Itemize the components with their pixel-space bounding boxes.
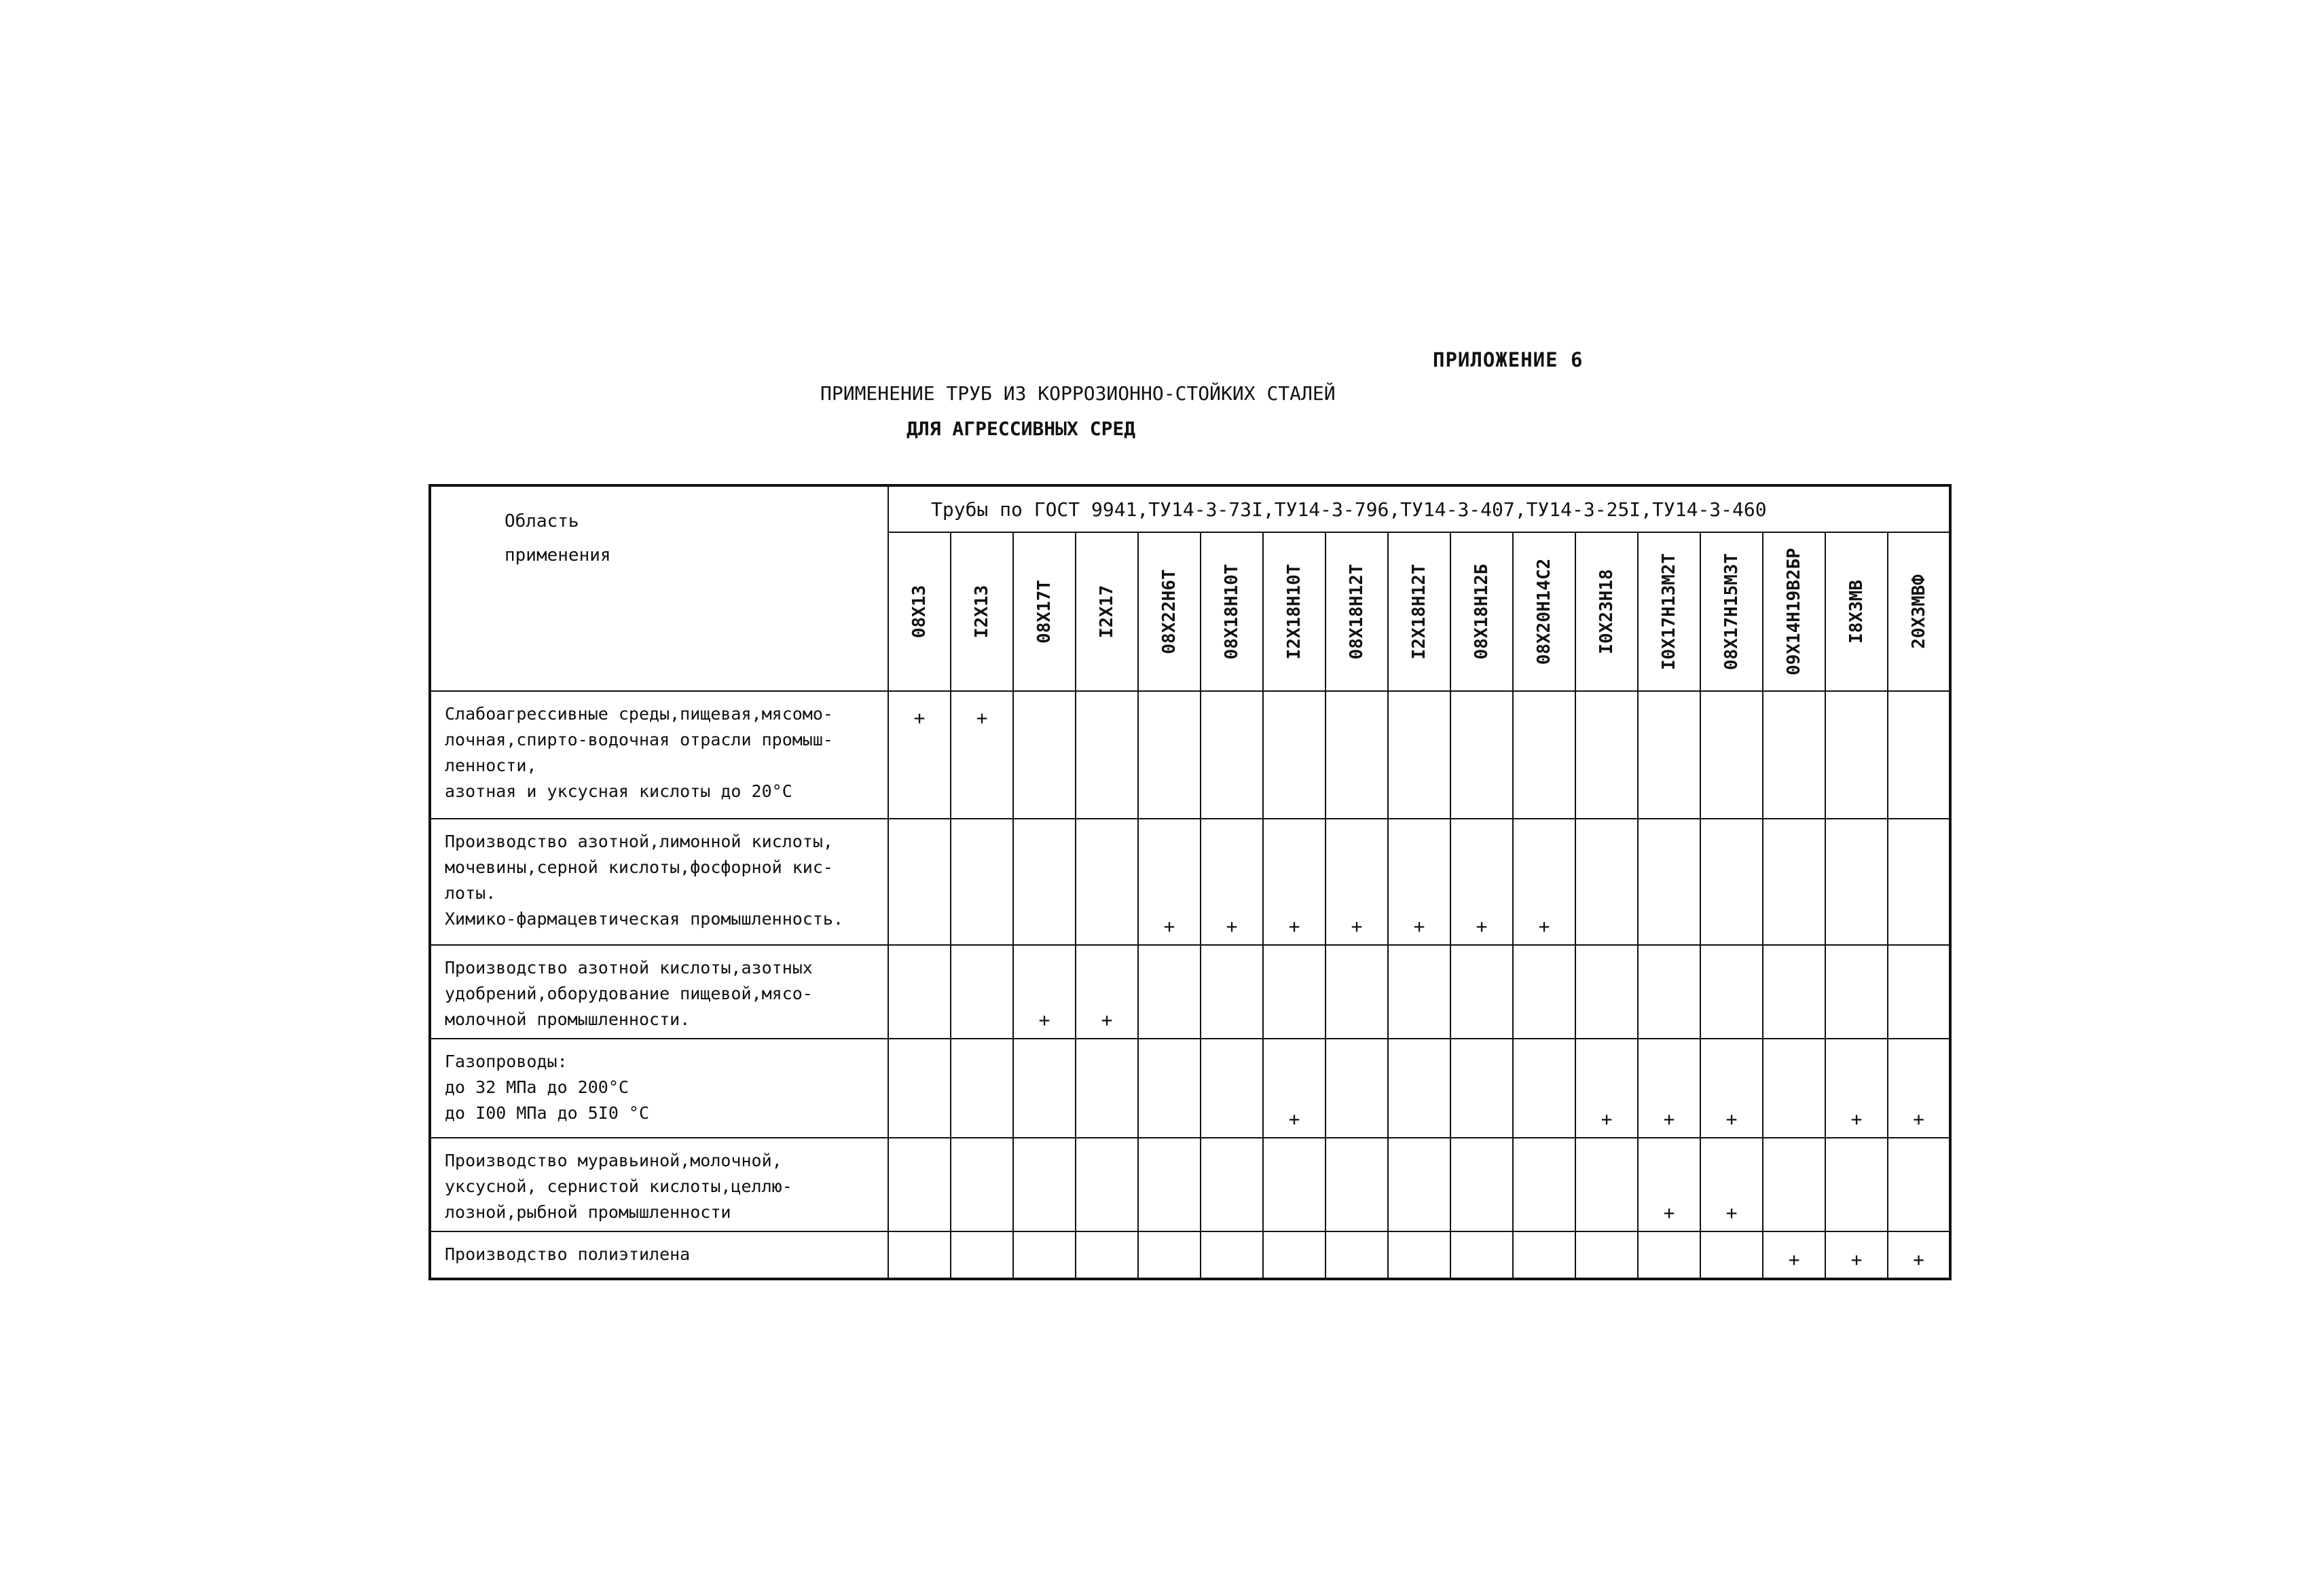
applicability-mark	[1325, 945, 1388, 1039]
applicability-mark	[1700, 819, 1763, 945]
applicability-mark	[888, 819, 951, 945]
pipes-header	[888, 485, 1950, 532]
applicability-mark	[1825, 691, 1888, 819]
application-area-line: лочная,спирто-водочная отрасли промыш-	[445, 730, 833, 749]
applicability-mark	[1700, 691, 1763, 819]
applicability-mark	[1013, 819, 1076, 945]
grade-header	[1325, 532, 1388, 691]
applicability-mark	[1450, 691, 1513, 819]
applicability-mark	[1388, 1138, 1450, 1231]
applicability-mark	[1076, 691, 1138, 819]
application-area-line: уксусной, сернистой кислоты,целлю-	[445, 1176, 792, 1196]
applicability-mark	[1575, 819, 1638, 945]
applicability-mark	[1013, 691, 1076, 819]
applicability-mark: +	[1888, 1039, 1950, 1138]
applicability-mark	[1825, 1138, 1888, 1231]
applicability-mark	[1638, 1231, 1700, 1279]
table-row	[430, 1039, 1950, 1138]
grade-label: 09Х14Н19В2БР	[1784, 548, 1804, 675]
grade-label: 08Х18Н12Т	[1347, 563, 1367, 660]
table-row	[430, 691, 1950, 819]
applicability-mark	[1513, 945, 1575, 1039]
applicability-mark	[1076, 819, 1138, 945]
applicability-mark: +	[1575, 1039, 1638, 1138]
grade-header	[1825, 532, 1888, 691]
applicability-mark	[1325, 1039, 1388, 1138]
applicability-mark	[1763, 691, 1825, 819]
grade-label: 08Х17Т	[1034, 580, 1055, 644]
applicability-mark: +	[1888, 1231, 1950, 1279]
applicability-mark	[1888, 1138, 1950, 1231]
steel-application-table	[428, 484, 1952, 1280]
applicability-mark	[1450, 1231, 1513, 1279]
grade-label: 08Х20Н14С2	[1534, 558, 1554, 665]
applicability-mark: +	[951, 691, 1013, 819]
table-row	[430, 1138, 1950, 1231]
applicability-mark	[1325, 1231, 1388, 1279]
grade-header	[1700, 532, 1763, 691]
applicability-mark: +	[1763, 1231, 1825, 1279]
application-area-line: Слабоагрессивные среды,пищевая,мясомо-	[445, 704, 833, 724]
applicability-mark	[1263, 691, 1325, 819]
applicability-mark: +	[1700, 1138, 1763, 1231]
grade-label: I2Х18Н12Т	[1409, 563, 1429, 660]
applicability-mark	[1513, 1039, 1575, 1138]
applicability-mark: +	[1638, 1039, 1700, 1138]
application-area-line: Производство муравьиной,молочной,	[445, 1151, 782, 1170]
applicability-mark	[951, 819, 1013, 945]
area-column-header	[430, 485, 888, 691]
applicability-mark: +	[1450, 819, 1513, 945]
applicability-mark	[1763, 1138, 1825, 1231]
application-area-line: до 32 МПа до 200°С	[445, 1077, 629, 1097]
application-area-cell	[430, 819, 888, 945]
applicability-mark	[1013, 1138, 1076, 1231]
applicability-mark: +	[1201, 819, 1263, 945]
application-area-line: азотная и уксусная кислоты до 20°С	[445, 781, 792, 801]
applicability-mark	[951, 1138, 1013, 1231]
applicability-mark	[1575, 945, 1638, 1039]
application-area-line: Производство азотной,лимонной кислоты,	[445, 832, 833, 851]
grade-header	[1763, 532, 1825, 691]
applicability-mark	[1825, 945, 1888, 1039]
grade-label: I8Х3МВ	[1846, 580, 1867, 644]
grade-header	[1638, 532, 1700, 691]
application-area-cell	[430, 1231, 888, 1279]
applicability-mark	[1201, 1138, 1263, 1231]
application-area-cell	[430, 945, 888, 1039]
applicability-mark	[1638, 691, 1700, 819]
applicability-mark	[888, 1231, 951, 1279]
applicability-mark	[1325, 1138, 1388, 1231]
applicability-mark	[1138, 945, 1201, 1039]
applicability-mark	[1700, 1231, 1763, 1279]
applicability-mark	[1888, 691, 1950, 819]
grade-header	[1201, 532, 1263, 691]
applicability-mark	[888, 1138, 951, 1231]
applicability-mark	[1388, 691, 1450, 819]
applicability-mark: +	[888, 691, 951, 819]
grade-label: 08Х22Н6Т	[1159, 569, 1180, 654]
grade-header	[1138, 532, 1201, 691]
applicability-mark	[1201, 945, 1263, 1039]
applicability-mark	[1013, 1039, 1076, 1138]
applicability-mark	[1138, 1231, 1201, 1279]
grade-label: 08Х18Н10Т	[1222, 563, 1242, 660]
grade-header	[951, 532, 1013, 691]
grade-label: 08Х18Н12Б	[1471, 563, 1492, 660]
applicability-mark	[951, 1231, 1013, 1279]
applicability-mark	[1513, 691, 1575, 819]
applicability-mark	[1888, 819, 1950, 945]
grade-header	[1388, 532, 1450, 691]
application-area-line: лозной,рыбной промышленности	[445, 1202, 731, 1222]
application-area-line: Химико-фармацевтическая промышленность.	[445, 909, 843, 929]
application-area-cell	[430, 1138, 888, 1231]
area-header-line: Область	[505, 511, 579, 532]
applicability-mark: +	[1825, 1231, 1888, 1279]
application-area-line: лоты.	[445, 883, 496, 903]
applicability-mark	[1513, 1138, 1575, 1231]
applicability-mark: +	[1013, 945, 1076, 1039]
grade-header	[1263, 532, 1325, 691]
grade-label: I2Х17	[1097, 584, 1117, 639]
table-row	[430, 1231, 1950, 1279]
area-header-line: применения	[505, 545, 611, 565]
applicability-mark: +	[1638, 1138, 1700, 1231]
application-area-line: Производство азотной кислоты,азотных	[445, 958, 813, 978]
applicability-mark: +	[1263, 1039, 1325, 1138]
application-area-line: ленности,	[445, 756, 537, 775]
grade-label: I0Х17Н13М2Т	[1659, 553, 1679, 671]
application-area-line: молочной промышленности.	[445, 1009, 691, 1029]
applicability-mark	[1138, 691, 1201, 819]
grade-label: 20Х3МВФ	[1908, 574, 1929, 649]
grade-header	[1013, 532, 1076, 691]
applicability-mark: +	[1513, 819, 1575, 945]
applicability-mark	[1201, 1231, 1263, 1279]
applicability-mark	[1763, 945, 1825, 1039]
applicability-mark: +	[1700, 1039, 1763, 1138]
applicability-mark	[1013, 1231, 1076, 1279]
applicability-mark	[888, 945, 951, 1039]
applicability-mark	[1325, 691, 1388, 819]
grade-header	[1888, 532, 1950, 691]
appendix-label: ПРИЛОЖЕНИЕ 6	[1433, 348, 1584, 371]
applicability-mark	[1263, 945, 1325, 1039]
grade-label: I0Х23Н18	[1596, 569, 1617, 654]
applicability-mark: +	[1325, 819, 1388, 945]
applicability-mark: +	[1825, 1039, 1888, 1138]
applicability-mark	[1076, 1138, 1138, 1231]
applicability-mark	[1076, 1231, 1138, 1279]
applicability-mark	[1138, 1039, 1201, 1138]
grade-header	[888, 532, 951, 691]
applicability-mark	[1201, 691, 1263, 819]
applicability-mark	[951, 1039, 1013, 1138]
grade-header	[1513, 532, 1575, 691]
document-subtitle: ДЛЯ АГРЕССИВНЫХ СРЕД	[907, 417, 1136, 440]
applicability-mark	[1076, 1039, 1138, 1138]
grade-header	[1575, 532, 1638, 691]
table-row	[430, 945, 1950, 1039]
document-title: ПРИМЕНЕНИЕ ТРУБ ИЗ КОРРОЗИОННО-СТОЙКИХ СТАЛЕЙ	[820, 382, 1336, 405]
pipes-header-text: Трубы по ГОСТ 9941,ТУ14-3-73I,ТУ14-3-796,ТУ14-3-407,ТУ14-3-25I,ТУ14-3-460	[931, 498, 1767, 521]
applicability-mark	[1700, 945, 1763, 1039]
applicability-mark	[1513, 1231, 1575, 1279]
applicability-mark: +	[1076, 945, 1138, 1039]
applicability-mark	[1575, 691, 1638, 819]
application-area-line: Производство полиэтилена	[445, 1244, 691, 1264]
grade-label: 08Х17Н15М3Т	[1721, 553, 1742, 671]
grade-header	[1076, 532, 1138, 691]
grade-label: I2Х18Н10Т	[1284, 563, 1304, 660]
applicability-mark	[1575, 1138, 1638, 1231]
applicability-mark	[1638, 819, 1700, 945]
applicability-mark	[1388, 945, 1450, 1039]
applicability-mark	[1201, 1039, 1263, 1138]
applicability-mark	[1450, 945, 1513, 1039]
header-row	[430, 485, 1950, 532]
applicability-mark	[1263, 1231, 1325, 1279]
applicability-mark	[1825, 819, 1888, 945]
application-area-cell	[430, 691, 888, 819]
applicability-mark	[1575, 1231, 1638, 1279]
grade-header	[1450, 532, 1513, 691]
applicability-mark: +	[1388, 819, 1450, 945]
grade-label: I2Х13	[972, 584, 992, 639]
applicability-mark	[1138, 1138, 1201, 1231]
grade-label: 08Х13	[909, 584, 930, 639]
applicability-mark	[951, 945, 1013, 1039]
applicability-mark	[1388, 1039, 1450, 1138]
application-area-line: мочевины,серной кислоты,фосфорной кис-	[445, 857, 833, 877]
table-row	[430, 819, 1950, 945]
applicability-mark: +	[1138, 819, 1201, 945]
application-area-line: удобрений,оборудование пищевой,мясо-	[445, 984, 813, 1003]
application-area-line: Газопроводы:	[445, 1052, 568, 1071]
applicability-mark	[1388, 1231, 1450, 1279]
applicability-mark	[1888, 945, 1950, 1039]
application-area-line: до I00 МПа до 5I0 °С	[445, 1103, 650, 1123]
applicability-mark	[1450, 1039, 1513, 1138]
applicability-mark	[1763, 1039, 1825, 1138]
applicability-mark: +	[1263, 819, 1325, 945]
applicability-mark	[1638, 945, 1700, 1039]
applicability-mark	[888, 1039, 951, 1138]
application-area-cell	[430, 1039, 888, 1138]
applicability-mark	[1263, 1138, 1325, 1231]
applicability-mark	[1450, 1138, 1513, 1231]
applicability-mark	[1763, 819, 1825, 945]
